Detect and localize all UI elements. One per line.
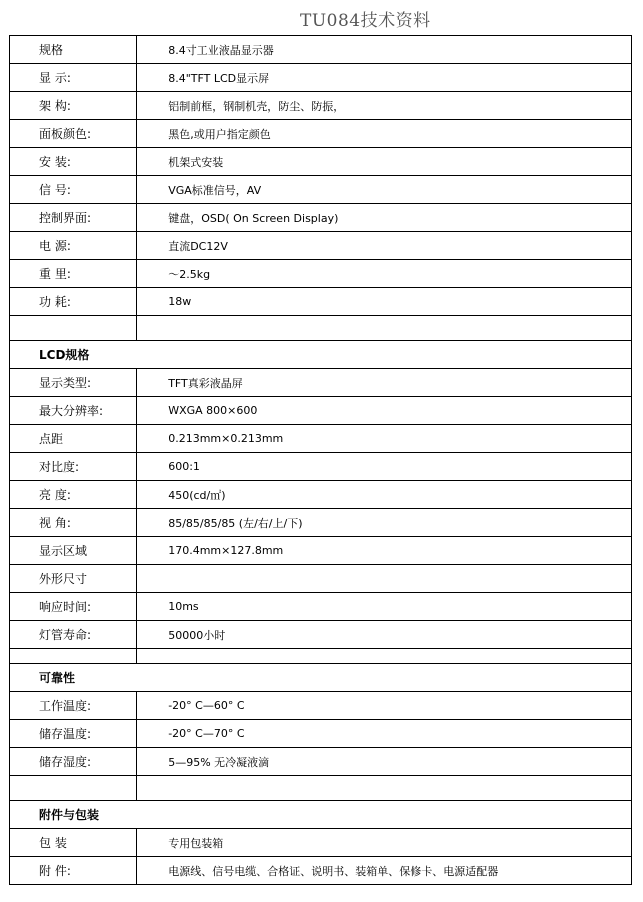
spec-label: 储存温度: [10, 720, 137, 748]
spec-value: 450(cd/㎡) [137, 481, 632, 509]
spec-label: 显示类型: [10, 369, 137, 397]
spec-row [10, 288, 632, 316]
spec-value: 键盘，OSD( On Screen Display) [137, 204, 632, 232]
section-title: 附件与包装 [10, 801, 632, 829]
spec-value: 电源线、信号电缆、合格证、说明书、装箱单、保修卡、电源适配器 [137, 857, 632, 885]
spec-row [10, 176, 632, 204]
spec-row [10, 565, 632, 593]
spec-value: 专用包装箱 [137, 829, 632, 857]
spec-row [10, 537, 632, 565]
spec-label: 外形尺寸 [10, 565, 137, 593]
blank-row [10, 776, 632, 801]
spec-row [10, 260, 632, 288]
spec-value: 5—95% 无冷凝液滴 [137, 748, 632, 776]
spec-label: 显示区域 [10, 537, 137, 565]
spec-label: 对比度: [10, 453, 137, 481]
spec-label: 电 源: [10, 232, 137, 260]
spec-value: 600:1 [137, 453, 632, 481]
spec-value: 机架式安装 [137, 148, 632, 176]
spec-row [10, 748, 632, 776]
spec-row [10, 453, 632, 481]
spec-label: 架 构: [10, 92, 137, 120]
spec-value: -20° C—60° C [137, 692, 632, 720]
spec-value: 170.4mm×127.8mm [137, 537, 632, 565]
spec-value: 8.4寸工业液晶显示器 [137, 36, 632, 64]
section-title: LCD规格 [10, 341, 632, 369]
spec-label: 灯管寿命: [10, 621, 137, 649]
spec-row [10, 397, 632, 425]
spec-row [10, 204, 632, 232]
spec-row [10, 36, 632, 64]
spec-label: 最大分辨率: [10, 397, 137, 425]
spec-value: 黑色,或用户指定颜色 [137, 120, 632, 148]
spec-label: 显 示: [10, 64, 137, 92]
blank-row [10, 316, 632, 341]
spec-value: 直流DC12V [137, 232, 632, 260]
spec-label: 功 耗: [10, 288, 137, 316]
blank-cell [137, 316, 632, 341]
spec-label: 视 角: [10, 509, 137, 537]
spec-label: 控制界面: [10, 204, 137, 232]
spec-row [10, 857, 632, 885]
spec-label: 储存湿度: [10, 748, 137, 776]
spec-row [10, 720, 632, 748]
spec-label: 响应时间: [10, 593, 137, 621]
section-title: 可靠性 [10, 664, 632, 692]
section-header-row [10, 341, 632, 369]
spec-label: 包 装 [10, 829, 137, 857]
spec-row [10, 425, 632, 453]
spec-row [10, 509, 632, 537]
blank-row [10, 649, 632, 664]
blank-cell [137, 649, 632, 664]
spec-row [10, 232, 632, 260]
spec-value: WXGA 800×600 [137, 397, 632, 425]
spec-value: TFT真彩液晶屏 [137, 369, 632, 397]
section-header-row [10, 664, 632, 692]
spec-row [10, 481, 632, 509]
spec-row [10, 593, 632, 621]
spec-value: 85/85/85/85 (左/右/上/下) [137, 509, 632, 537]
spec-row [10, 369, 632, 397]
spec-row [10, 692, 632, 720]
spec-value: 50000小时 [137, 621, 632, 649]
spec-value: 0.213mm×0.213mm [137, 425, 632, 453]
spec-label: 亮 度: [10, 481, 137, 509]
spec-row [10, 829, 632, 857]
spec-label: 信 号: [10, 176, 137, 204]
spec-label: 附 件: [10, 857, 137, 885]
spec-value: ～2.5kg [137, 260, 632, 288]
spec-label: 重 里: [10, 260, 137, 288]
spec-table [9, 35, 632, 885]
spec-value: 8.4"TFT LCD显示屏 [137, 64, 632, 92]
spec-label: 面板颜色: [10, 120, 137, 148]
spec-value: 10ms [137, 593, 632, 621]
spec-value: 铝制前框，钢制机壳，防尘、防振， [137, 92, 632, 120]
blank-cell [10, 776, 137, 801]
spec-value [137, 565, 632, 593]
spec-row [10, 64, 632, 92]
spec-value: 18w [137, 288, 632, 316]
spec-label: 工作温度: [10, 692, 137, 720]
section-header-row [10, 801, 632, 829]
spec-row [10, 120, 632, 148]
spec-value: -20° C—70° C [137, 720, 632, 748]
spec-value: VGA标准信号，AV [137, 176, 632, 204]
spec-table-body [10, 36, 632, 885]
spec-label: 安 装: [10, 148, 137, 176]
blank-cell [10, 649, 137, 664]
spec-row [10, 92, 632, 120]
spec-label: 点距 [10, 425, 137, 453]
blank-cell [10, 316, 137, 341]
blank-cell [137, 776, 632, 801]
spec-label: 规格 [10, 36, 137, 64]
spec-row [10, 621, 632, 649]
document-title: TU084技术资料 [300, 11, 431, 31]
spec-row [10, 148, 632, 176]
